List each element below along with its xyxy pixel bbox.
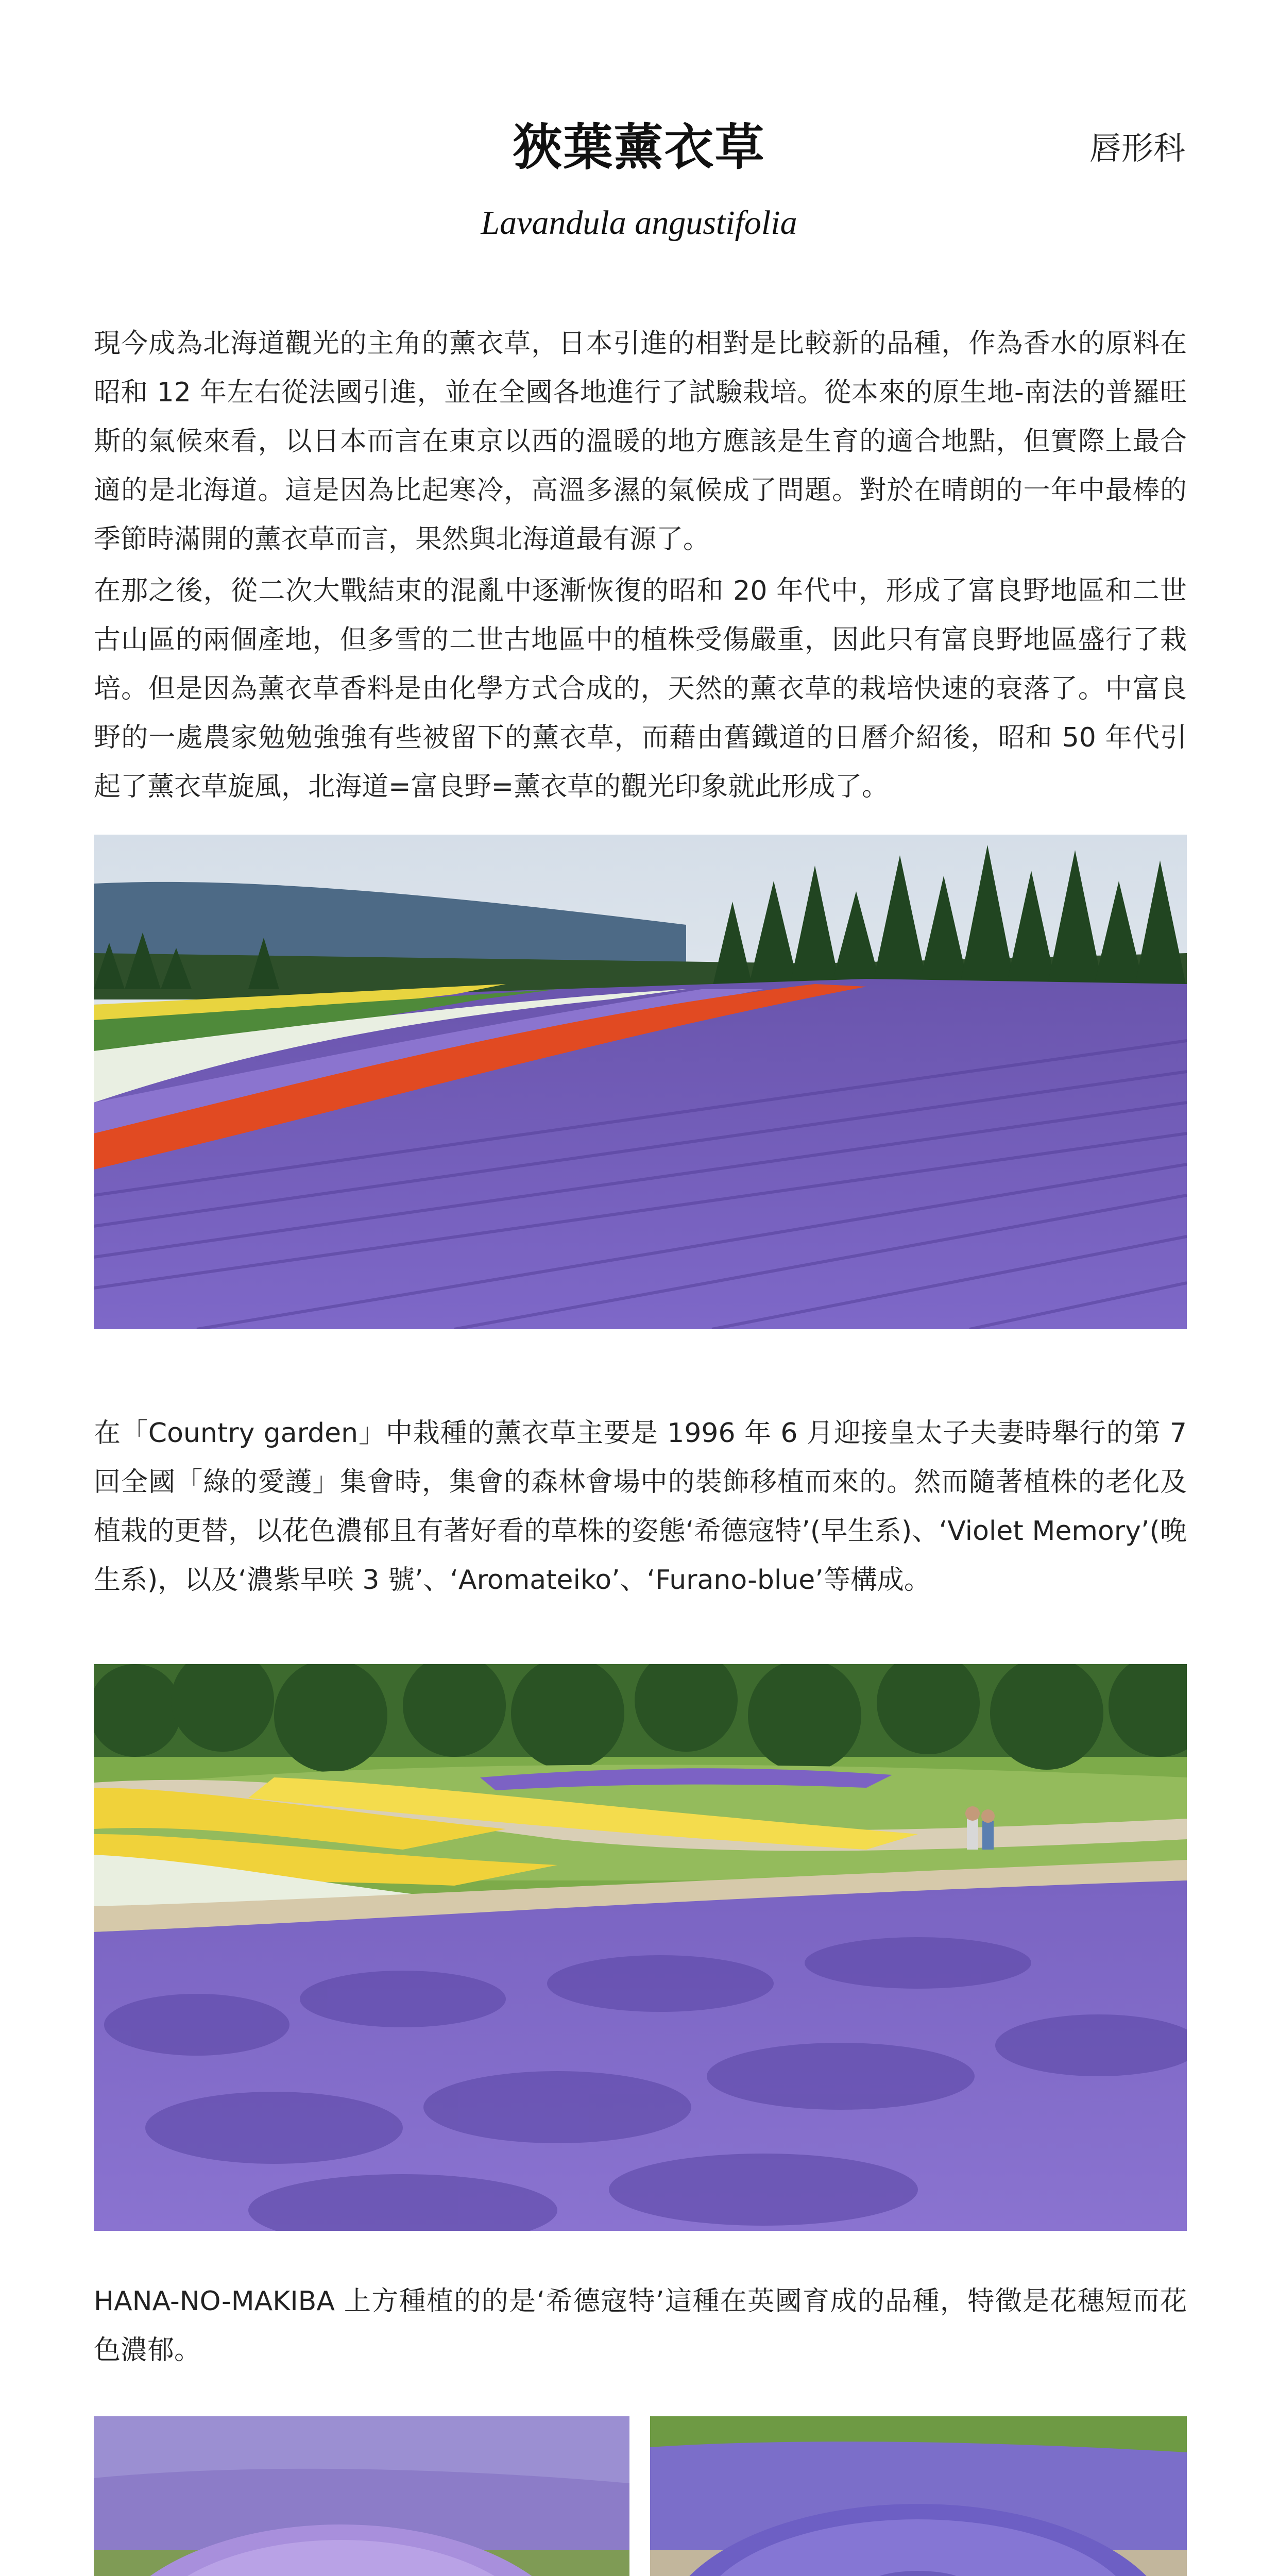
latin-name: Lavandula angustifolia bbox=[481, 204, 797, 242]
photo-hidcote bbox=[94, 2416, 629, 2576]
intro-paragraph: 現今成為北海道觀光的主角的薰衣草，日本引進的相對是比較新的品種，作為香水的原料在昭和 12 年左右從法國引進，並在全國各地進行了試驗栽培。從本來的原生地-南法的普羅旺斯的氣候來看，以日本而言在東京以西的溫暖的地方應該是生育的適合地點，但實際上最合適的是北海道。這是因為比起寒冷，高溫多濕的氣候成了問題。對於在晴朗的一年中最棒的季節時滿開的薰衣草而言，果然與北海道最有源了。 bbox=[94, 328, 1187, 555]
photo-violet-memory bbox=[650, 2416, 1187, 2576]
plant-family: 唇形科 bbox=[1089, 129, 1185, 167]
country-garden-paragraph: 在「Country garden」中栽種的薰衣草主要是 1996 年 6 月迎接皇太子夫妻時舉行的第 7 回全國「綠的愛護」集會時，集會的森林會場中的裝飾移植而來的。然而隨著植株的老化及植栽的更替，以花色濃郁且有著好看的草株的姿態‘希德寇特’(早生系)、‘Violet Memory’(晚生系)，以及‘濃紫早咲 3 號’、‘Aromateiko’、‘Furano-blue’等構成。 bbox=[94, 1418, 1187, 1596]
photo-garden-lavender-path bbox=[94, 1664, 1187, 2231]
history-paragraph: 在那之後，從二次大戰結束的混亂中逐漸恢復的昭和 20 年代中，形成了富良野地區和二世古山區的兩個產地，但多雪的二世古地區中的植株受傷嚴重，因此只有富良野地區盛行了栽培。但是因為薰衣草香料是由化學方式合成的，天然的薰衣草的栽培快速的衰落了。中富良野的一處農家勉勉強強有些被留下的薰衣草，而藉由舊鐵道的日曆介紹後，昭和 50 年代引起了薰衣草旋風，北海道=富良野=薰衣草的觀光印象就此形成了。 bbox=[94, 575, 1187, 802]
page-title: 狹葉薰衣草 bbox=[513, 118, 765, 176]
photo-flower-field-stripes bbox=[94, 835, 1187, 1329]
hana-no-makiba-paragraph: HANA-NO-MAKIBA 上方種植的的是‘希德寇特’這種在英國育成的品種，特徵是花穗短而花色濃郁。 bbox=[94, 2286, 1187, 2366]
